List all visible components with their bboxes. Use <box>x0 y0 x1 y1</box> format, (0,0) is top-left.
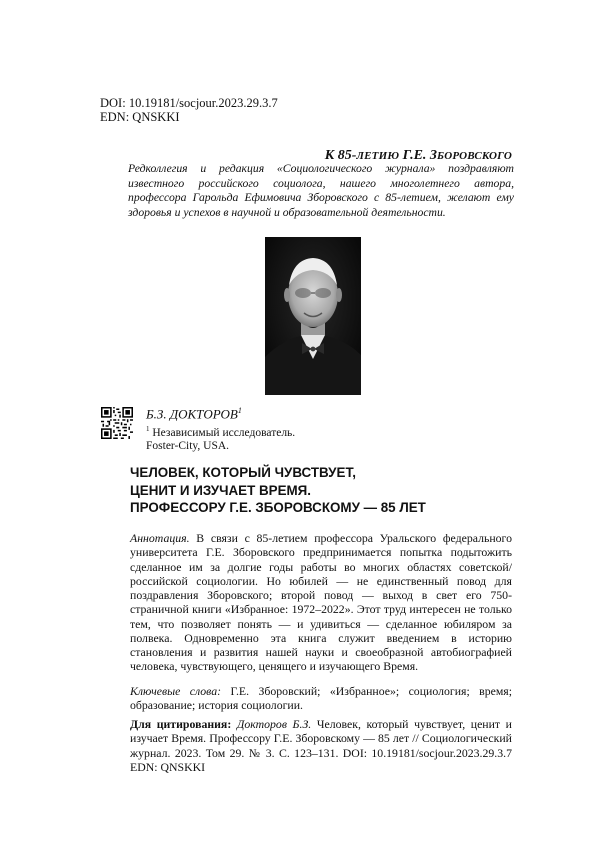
citation-text: Человек, который чувствует, ценит и изучает Время. Профессору Г.Е. Зборовскому — 85 лет // Социологический журнал. 2023. Том 29. № 3. С. 123–131. DOI: 10.19181/socjour.2023.29.3.7 EDN: QNSKKI <box>130 717 512 774</box>
abstract-paragraph <box>130 531 512 674</box>
author-affiliation <box>146 423 295 454</box>
rubric-prefix: К 85- <box>324 148 357 163</box>
article-title <box>130 464 426 517</box>
citation-label: Для цитирования: <box>130 717 232 731</box>
affiliation-text: Независимый исследователь. <box>149 426 296 439</box>
author-footnote-mark: 1 <box>237 406 242 415</box>
author-name <box>146 406 242 422</box>
title-line-1: ЧЕЛОВЕК, КОТОРЫЙ ЧУВСТВУЕТ, <box>130 465 356 480</box>
keywords-paragraph <box>130 684 512 713</box>
rubric-suffix: Г.Е. З <box>399 148 438 163</box>
keywords-text: Г.Е. Зборовский; «Избранное»; социология; время; образование; история социологии. <box>130 684 512 713</box>
doi-block <box>100 96 278 124</box>
title-line-3: ПРОФЕССОРУ Г.Е. ЗБОРОВСКОМУ — 85 ЛЕТ <box>130 500 426 515</box>
affiliation-line <box>146 423 295 440</box>
rubric-tail: БОРОВСКОГО <box>437 150 512 162</box>
location-line: Foster-City, USA. <box>146 440 230 453</box>
rubric-middle: ЛЕТИЮ <box>356 150 400 162</box>
abstract-text: В связи с 85-летием профессора Уральского федерального университета Г.Е. Зборовского предпринимается попытка подытожить сделанное им за долгие годы работы во многих областях советской/российской социологии. Но юбилей — не единственный повод для поздравления Зборовского; второй повод — выход в свет его 750-страничной книги «Избранное: 1972–2022». Этот труд интересен не только тем, что позволяет понять — и удивиться — сделанное юбиляром за полвека. Одновременно эта книга служит введением в историю становления и развития нашей науки и своеобразной автобиографией человека, чувствующего, ценящего и изучающего Время. <box>130 531 512 674</box>
author-portrait <box>265 237 361 395</box>
edn-line: EDN: QNSKKI <box>100 110 180 124</box>
abstract-label: Аннотация. <box>130 531 190 545</box>
keywords-label: Ключевые слова: <box>130 684 222 698</box>
citation-author: Докторов Б.З. <box>231 717 312 731</box>
doi-line[interactable]: DOI: 10.19181/socjour.2023.29.3.7 <box>100 96 278 110</box>
qr-code[interactable] <box>101 407 133 439</box>
affiliation-footnote-mark: 1 <box>146 425 150 433</box>
citation-paragraph <box>130 717 512 774</box>
title-line-2: ЦЕНИТ И ИЗУЧАЕТ ВРЕМЯ. <box>130 482 312 498</box>
author-name-text: Б.З. ДОКТОРОВ <box>146 406 238 422</box>
dedication-text: Редколлегия и редакция «Социологического журнала» поздравляют известного российского социолога, нашего многолетнего автора, профессора Гарольда Ефимовича Зборовского с 85-летием, желают ему здоровья и успехов в научной и образовательной деятельности. <box>128 162 514 219</box>
